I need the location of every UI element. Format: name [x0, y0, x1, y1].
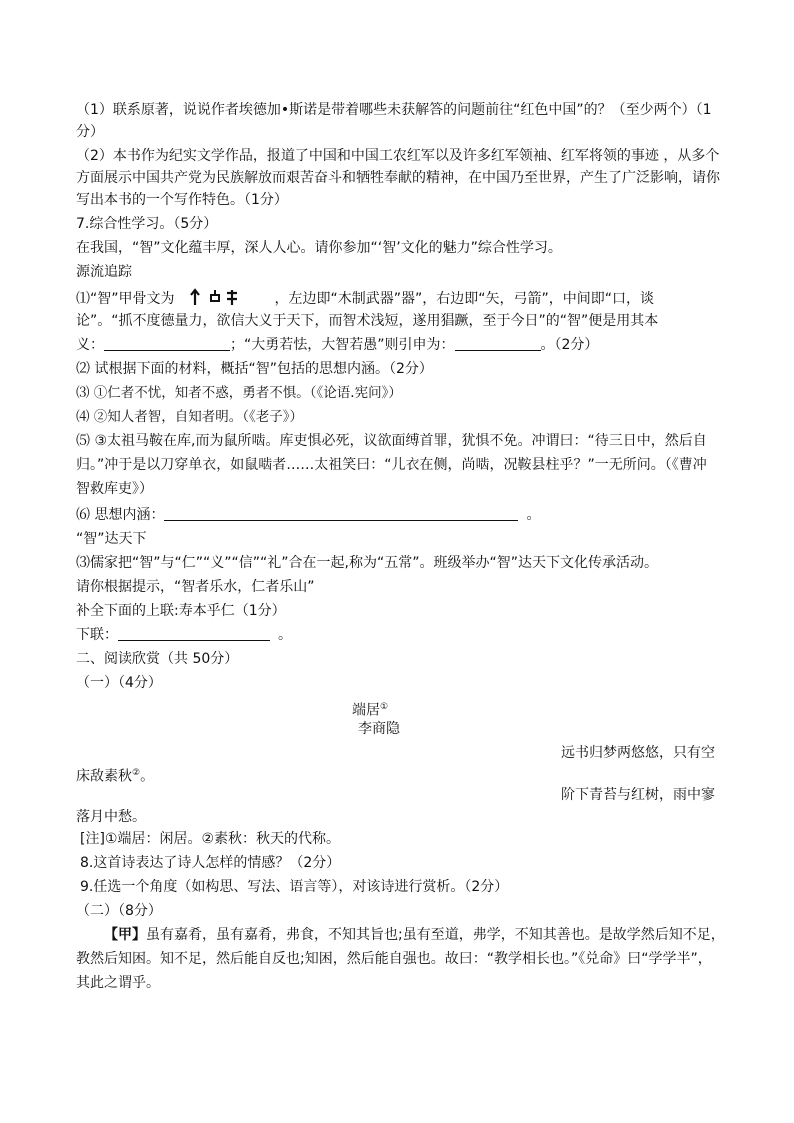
passage-jia-line-1 [104, 925, 725, 945]
item-2: ⑵ 试根据下面的材料，概括“智”包括的思想内涵。（2分） [76, 361, 433, 377]
answer-blank-3[interactable] [164, 506, 518, 521]
item-5-line-3: 智救库吏》） [76, 481, 153, 497]
item-6-period: 。 [526, 507, 541, 523]
item-6-label: ⑹ 思想内涵： [76, 507, 165, 523]
answer-blank-4[interactable] [118, 626, 270, 641]
poem-title-footnote: ① [380, 702, 389, 712]
zhida-heading: “智”达天下 [76, 531, 147, 547]
answer-blank-2[interactable] [455, 336, 541, 351]
item-7-line-1: ⑶儒家把“智”与“仁”“义”“信”“礼”合在一起,称为“五常”。班级举办“智”达天下文化传承活动。 [76, 555, 658, 571]
item-5-line-2: 归。”冲于是以刀穿单衣，如鼠啮者……太祖笑曰：“儿衣在侧，尚啮，况鞍县柱乎？”一无所问。（《曹冲 [76, 457, 707, 473]
poem-title [352, 697, 388, 721]
poem-line-1-part-2 [76, 763, 154, 787]
question-2-line-1: （2）本书作为纪实文学作品，报道了中国和中国工农红军以及许多红军领袖、红军将领的事迹 ，从多个 [76, 148, 720, 164]
item-1-line-1 [76, 287, 654, 309]
section-7-intro: 在我国，“智”文化蕴丰厚，深人人心。请你参加“‘智’文化的魅力”综合性学习。 [76, 240, 562, 256]
item-7-line-2: 请你根据提示，“智者乐水，仁者乐山” [76, 579, 315, 595]
poem-line-2-part-2: 落月中愁。 [76, 809, 146, 825]
passage-jia-line-2: 教然后知困。知不足，然后能自反也;知困，然后能自强也。故曰：“教学相长也。”《兑命》曰“学学半”， [76, 951, 712, 967]
poem-line-1-text: 床敌素秋 [76, 768, 132, 785]
question-1-line-2: 分） [76, 124, 104, 140]
xialian-period: 。 [278, 627, 292, 643]
section-7-heading: 7.综合性学习。（5分） [76, 216, 218, 232]
question-2-line-2: 方面展示中国共产党为民族解放而艰苦奋斗和牺牲奉献的精神，在中国乃至世界，产生了广泛影响，请你 [76, 170, 720, 186]
item-4-laozi: ⑷ ②知人者智，自知者明。（《老子》） [76, 409, 304, 425]
question-2-line-3: 写出本书的一个写作特色。（1分） [76, 192, 288, 208]
item-5-line-1: ⑸ ③太祖马鞍在库,而为鼠所啮。库吏惧必死，议欲面缚首罪，犹惧不免。冲谓曰：“待三日中，然后自 [76, 433, 707, 449]
passage-jia-label: 【甲】 [104, 927, 146, 943]
poem-title-text: 端居 [352, 702, 380, 719]
item-7-line-3: 补全下面的上联:寿本乎仁（1分） [76, 603, 286, 619]
question-8: 8.这首诗表达了诗人怎样的情感？（2分） [80, 855, 341, 871]
answer-blank-1[interactable] [104, 336, 230, 351]
item-3-lunyu: ⑶ ①仁者不忧，知者不惑，勇者不惧。（《论语.宪问》） [76, 385, 402, 401]
item-1-points: 。（2分） [540, 337, 599, 353]
origin-tracing-heading: 源流追踪 [76, 264, 132, 280]
item-1-line-3 [76, 335, 598, 355]
passage-jia-line-3: 其此之谓乎。 [76, 975, 160, 991]
poem-line-1-footnote: ② [132, 768, 141, 778]
item-1-prefix: ⑴“智”甲骨文为 [76, 291, 175, 307]
question-1-line-1: （1）联系原著，说说作者埃德加•斯诺是带着哪些未获解答的问题前往“红色中国”的？（至少两个）（1 [76, 102, 712, 118]
poem-notes: [注]①端居：闲居。②素秋：秋天的代称。 [80, 831, 341, 847]
item-1-line-2: 论”。“抓不度德量力，欲信大义于天下，而智术浅短，遂用猖蹶，至于今日”的“智”便是用其本 [76, 313, 659, 329]
section-2-heading: 二、阅读欣赏（共 50分） [76, 651, 239, 667]
item-1-yi-label: 义： [76, 337, 104, 353]
item-1-explanation: ，左边即“木制武器”器”，右边即“矢，弓箭”，中间即“口，谈 [274, 291, 655, 307]
poem-line-1-part-1: 远书归梦两悠悠，只有空 [561, 745, 715, 761]
xialian-line [76, 625, 292, 645]
item-1-yinshen: ；“大勇若怯，大智若愚”则引申为： [230, 337, 455, 353]
item-6 [76, 505, 540, 525]
poem-line-2-part-1: 阶下青苔与红树，雨中寥 [561, 787, 715, 803]
poem-line-1-end: 。 [140, 768, 155, 785]
poem-author: 李商隐 [358, 721, 400, 737]
part-2-heading: （二）（8分） [76, 903, 162, 919]
passage-jia-text-1: 虽有嘉肴，虽有嘉肴，弗食，不知其旨也;虽有至道，弗学，不知其善也。是故学然后知不足， [146, 927, 725, 943]
oracle-bone-glyph-icon [175, 287, 275, 309]
question-9: 9.任选一个角度（如构思、写法、语言等），对该诗进行赏析。（2分） [80, 879, 509, 895]
xialian-label: 下联： [76, 627, 118, 643]
part-1-heading: （一）（4分） [76, 675, 162, 691]
